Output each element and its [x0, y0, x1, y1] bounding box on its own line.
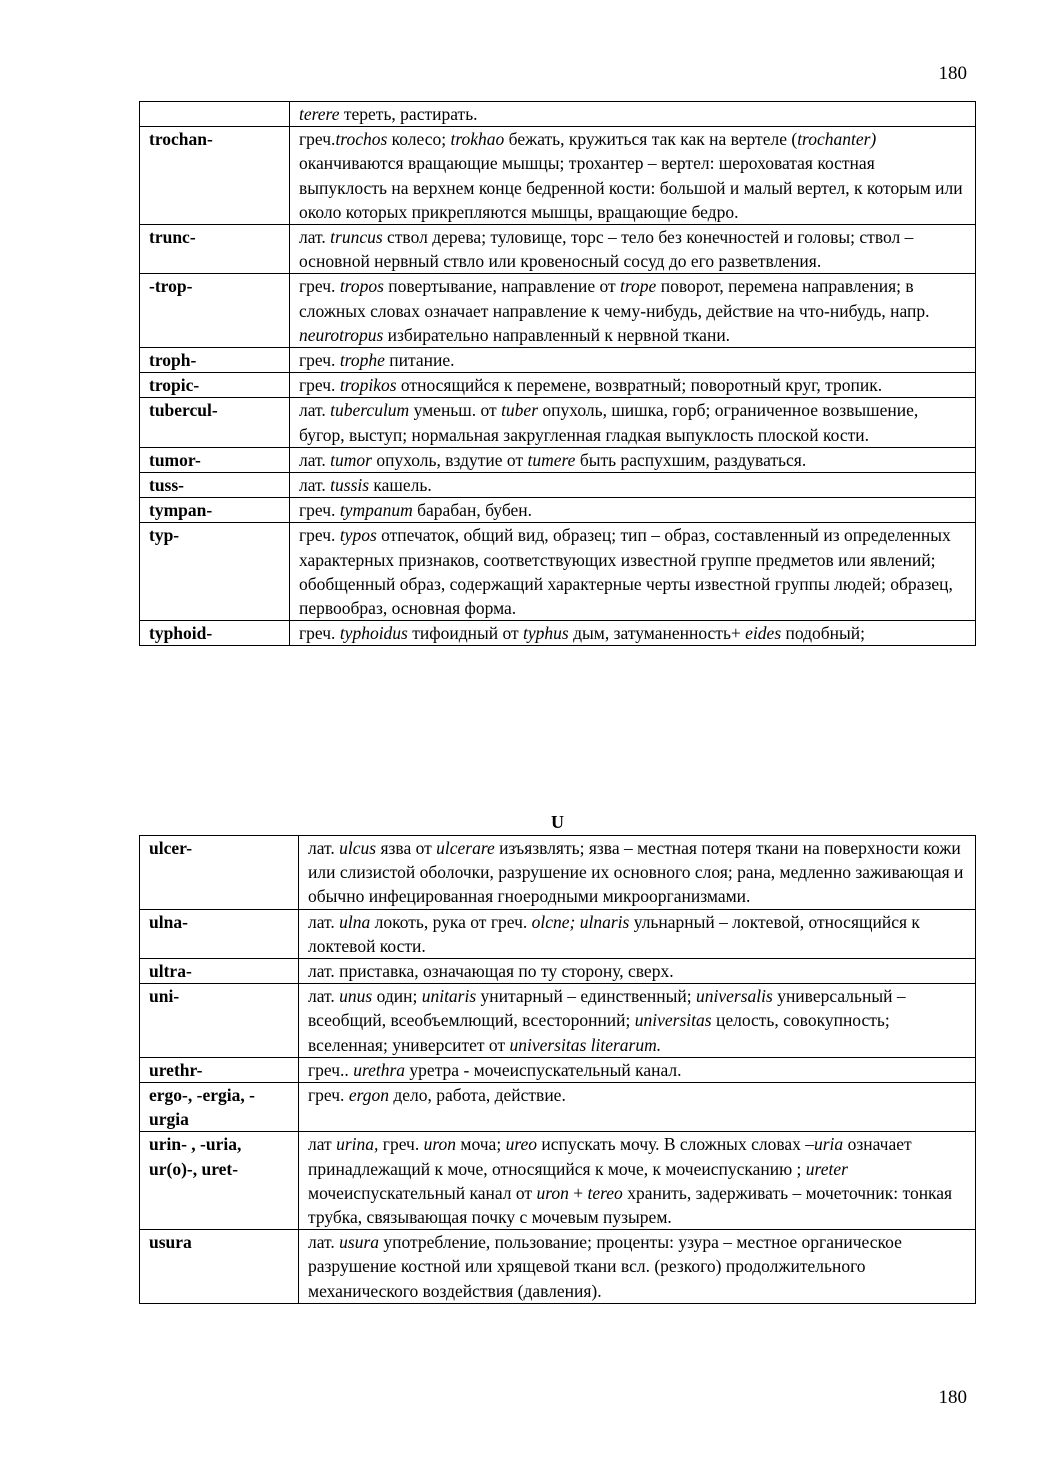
entry-definition — [290, 348, 976, 373]
dictionary-table-u — [139, 835, 976, 1304]
definition-text: лат. — [299, 449, 331, 470]
dictionary-entry-row — [140, 621, 976, 646]
entry-definition — [299, 1230, 976, 1304]
definition-italic-term: tumor — [330, 449, 372, 470]
definition-text: поворот, перемена направления; в сложных словах означает направление к чему-нибудь, действие на что-нибудь, напр. — [299, 276, 930, 321]
entry-term: tuss- — [140, 473, 290, 498]
entry-term: tropic- — [140, 373, 290, 398]
definition-text: питание. — [384, 350, 455, 371]
definition-text: кашель. — [369, 475, 432, 496]
dictionary-entry-row — [140, 373, 976, 398]
definition-text: дело, работа, действие. — [389, 1085, 566, 1106]
definition-text: опухоль, вздутие от — [371, 449, 528, 470]
definition-text: опухоль, шишка, горб; ограниченное возвышение, бугор, выступ; нормальная закругленная гладкая выпуклость плоской кости. — [299, 400, 919, 445]
definition-italic-term: trochanter) — [797, 129, 877, 150]
definition-italic-term: typhus — [523, 623, 569, 644]
definition-text: лат. — [308, 1232, 340, 1253]
definition-text: лат. — [299, 227, 331, 248]
definition-text: изъязвлять; язва – местная потеря ткани на поверхности кожи или слизистой оболочки, разрушение их основного слоя; рана, медленно заживающая и обычно инфецированная гноеродными микроорганизмами. — [308, 838, 964, 907]
definition-italic-term: uron — [536, 1182, 569, 1203]
entry-term: usura — [140, 1230, 299, 1304]
entry-definition — [290, 498, 976, 523]
definition-italic-term: tuber — [501, 400, 539, 421]
definition-text: хранить, задерживать – мочеточник: тонкая трубка, связывающая почку с мочевым пузырем. — [308, 1182, 953, 1228]
definition-text: язва от — [376, 838, 437, 858]
definition-text: греч. — [299, 525, 340, 546]
definition-italic-term: uron — [423, 1134, 456, 1155]
dictionary-entry-row — [140, 1057, 976, 1082]
definition-text: избирательно направленный к нервной ткани. — [383, 324, 731, 345]
definition-italic-term: trokhao — [450, 129, 505, 150]
definition-text: локоть, рука от греч. — [370, 911, 532, 932]
definition-text: греч. — [299, 350, 340, 371]
definition-text: унитарный – единственный; — [476, 986, 696, 1007]
entry-term: troph- — [140, 348, 290, 373]
dictionary-entry-row — [140, 348, 976, 373]
definition-text: означает принадлежащий к моче, относящийся к моче, к мочеиспусканию ; — [308, 1134, 912, 1179]
entry-definition — [290, 621, 976, 646]
definition-text: лат. — [308, 911, 340, 932]
definition-italic-term: ulna — [339, 911, 371, 932]
definition-italic-term: tereo — [587, 1182, 623, 1203]
definition-text: греч. — [308, 1085, 349, 1106]
definition-text: греч. — [299, 129, 336, 150]
definition-text: лат. — [299, 475, 331, 496]
entry-definition — [290, 274, 976, 348]
definition-italic-term: trope — [620, 276, 657, 297]
dictionary-entry-row — [140, 398, 976, 447]
definition-text: + — [568, 1182, 588, 1203]
dictionary-entry-row — [140, 447, 976, 472]
entry-term: ulcer- — [140, 836, 299, 910]
definition-text: быть распухшим, раздуваться. — [575, 449, 807, 470]
dictionary-entry-row — [140, 127, 976, 225]
definition-italic-term: unus — [339, 986, 373, 1007]
definition-italic-term: tympanum — [339, 500, 413, 521]
definition-text: целость, совокупность; вселенная; университет от — [308, 1010, 890, 1055]
definition-text: моча; — [456, 1134, 506, 1155]
definition-italic-term: universitas — [634, 1010, 712, 1031]
dictionary-entry-row — [140, 1132, 976, 1230]
entry-term: tympan- — [140, 498, 290, 523]
definition-italic-term: tropikos — [339, 375, 397, 396]
definition-text: уменьш. от — [409, 400, 502, 421]
definition-text: универсальный – всеобщий, всеобъемлющий, всесторонний; — [308, 986, 906, 1031]
page-number-top: 180 — [938, 63, 967, 84]
entry-definition — [290, 127, 976, 225]
definition-italic-term: truncus — [330, 227, 383, 248]
entry-definition — [299, 1057, 976, 1082]
definition-italic-term: unitaris — [421, 986, 477, 1007]
definition-italic-term: tumere — [527, 449, 576, 470]
dictionary-table-t — [139, 101, 976, 646]
definition-italic-term: typhoidus — [339, 623, 408, 644]
dictionary-entry-row — [140, 498, 976, 523]
dictionary-entry-row — [140, 959, 976, 984]
definition-text: уретра - мочеиспускательный канал. — [405, 1059, 682, 1080]
dictionary-entry-row — [140, 225, 976, 274]
entry-definition — [290, 102, 976, 127]
entry-definition — [290, 225, 976, 274]
entry-term: uni- — [140, 984, 299, 1058]
dictionary-entry-row — [140, 1230, 976, 1304]
entry-term: typhoid- — [140, 621, 290, 646]
entry-definition — [290, 373, 976, 398]
definition-text: греч. — [299, 276, 340, 297]
page-number-bottom: 180 — [938, 1387, 967, 1408]
definition-italic-term: uria — [814, 1134, 844, 1155]
dictionary-entry-row — [140, 473, 976, 498]
entry-term: tumor- — [140, 447, 290, 472]
definition-text: греч. — [299, 500, 340, 521]
entry-term: ergo-, -ergia, -urgia — [140, 1083, 299, 1132]
entry-term: typ- — [140, 523, 290, 621]
definition-italic-term: universalis — [696, 986, 773, 1007]
definition-text: колесо; — [387, 129, 451, 150]
definition-text: употребление, пользование; проценты: узура – местное органическое разрушение костной или хрящевой ткани всл. (резкого) продолжительного механического воздействия (давления). — [308, 1232, 902, 1301]
definition-text: испускать мочу. В сложных словах – — [537, 1134, 814, 1155]
entry-term: ultra- — [140, 959, 299, 984]
dictionary-entry-row — [140, 836, 976, 910]
dictionary-entry-row — [140, 523, 976, 621]
definition-italic-term: urethra — [353, 1059, 406, 1080]
definition-italic-term: tropos — [339, 276, 384, 297]
entry-definition — [290, 398, 976, 447]
definition-italic-term: ureter — [805, 1158, 848, 1179]
entry-term: -trop- — [140, 274, 290, 348]
definition-text: оканчиваются вращающие мышцы; трохантер – вертел: шероховатая костная выпуклость на верхнем конце бедренной кости: большой и малый вертел, к которым или около которых прикрепляются мышцы, вращающие бедро. — [299, 153, 963, 222]
definition-text: лат. приставка, означающая по ту сторону, сверх. — [308, 961, 674, 982]
definition-text: мочеиспускательный канал от — [308, 1182, 537, 1203]
entry-definition — [299, 1083, 976, 1132]
entry-term: ulna- — [140, 909, 299, 958]
definition-text: повертывание, направление от — [383, 276, 621, 297]
definition-text: тифоидный от — [407, 623, 524, 644]
definition-italic-term: ulcerare — [436, 838, 495, 858]
definition-text: лат. — [308, 838, 340, 858]
definition-text: ульнарный – локтевой, относящийся к локтевой кости. — [308, 911, 920, 956]
definition-italic-term: typos — [339, 525, 377, 546]
dictionary-entry-row — [140, 274, 976, 348]
definition-text: греч.. — [308, 1059, 354, 1080]
definition-italic-term: universitas literarum. — [509, 1034, 662, 1055]
entry-term: tubercul- — [140, 398, 290, 447]
definition-text: барабан, бубен. — [412, 500, 533, 521]
definition-italic-term: eides — [745, 623, 782, 644]
definition-text: греч. — [378, 1134, 424, 1155]
definition-italic-term: tuberculum — [330, 400, 410, 421]
entry-term: urin- , -uria, ur(o)-, uret- — [140, 1132, 299, 1230]
entry-definition — [299, 909, 976, 958]
definition-italic-term: neurotropus — [299, 324, 384, 345]
entry-term: trunc- — [140, 225, 290, 274]
definition-text: относящийся к перемене, возвратный; поворотный круг, тропик. — [396, 375, 883, 396]
definition-text: лат — [308, 1134, 337, 1155]
entry-definition — [290, 447, 976, 472]
section-letter-u: U — [551, 812, 564, 832]
definition-italic-term: ureo — [505, 1134, 537, 1155]
definition-italic-term: olcne; ulnaris — [531, 911, 630, 932]
definition-italic-term: tussis — [330, 475, 370, 496]
entry-definition — [299, 984, 976, 1058]
entry-definition — [299, 836, 976, 910]
definition-text: бежать, кружиться так как на вертеле ( — [504, 129, 798, 150]
definition-text: отпечаток, общий вид, образец; тип – образ, составленный из определенных характерных признаков, соответствующих известной группе предметов или явлений; обобщенный образ, содержащий характерные черты известной группы людей; образец, первообраз, основная форма. — [299, 525, 953, 619]
definition-italic-term: ergon — [348, 1085, 389, 1106]
definition-italic-term: urina, — [336, 1134, 379, 1155]
definition-text: ствол дерева; туловище, торс – тело без конечностей и головы; ствол – основной нервный ствло или кровеносный сосуд до его разветвления. — [299, 227, 914, 272]
dictionary-entry-row — [140, 984, 976, 1058]
entry-definition — [290, 523, 976, 621]
definition-italic-term: usura — [339, 1232, 380, 1253]
entry-term — [140, 102, 290, 127]
definition-italic-term: terere — [299, 104, 340, 124]
definition-italic-term: trochos — [335, 129, 388, 150]
definition-text: лат. — [308, 986, 340, 1007]
definition-text: греч. — [299, 375, 340, 396]
entry-term: urethr- — [140, 1057, 299, 1082]
definition-text: тереть, растирать. — [339, 104, 478, 124]
definition-text: подобный; — [781, 623, 866, 644]
dictionary-entry-row — [140, 909, 976, 958]
definition-text: дым, затуманенность+ — [568, 623, 746, 644]
definition-text: лат. — [299, 400, 331, 421]
definition-italic-term: ulcus — [339, 838, 377, 858]
definition-text: греч. — [299, 623, 340, 644]
dictionary-entry-row — [140, 1083, 976, 1132]
entry-definition — [290, 473, 976, 498]
dictionary-entry-row — [140, 102, 976, 127]
entry-definition — [299, 1132, 976, 1230]
definition-text: один; — [372, 986, 422, 1007]
entry-term: trochan- — [140, 127, 290, 225]
entry-definition — [299, 959, 976, 984]
definition-italic-term: trophe — [339, 350, 385, 371]
